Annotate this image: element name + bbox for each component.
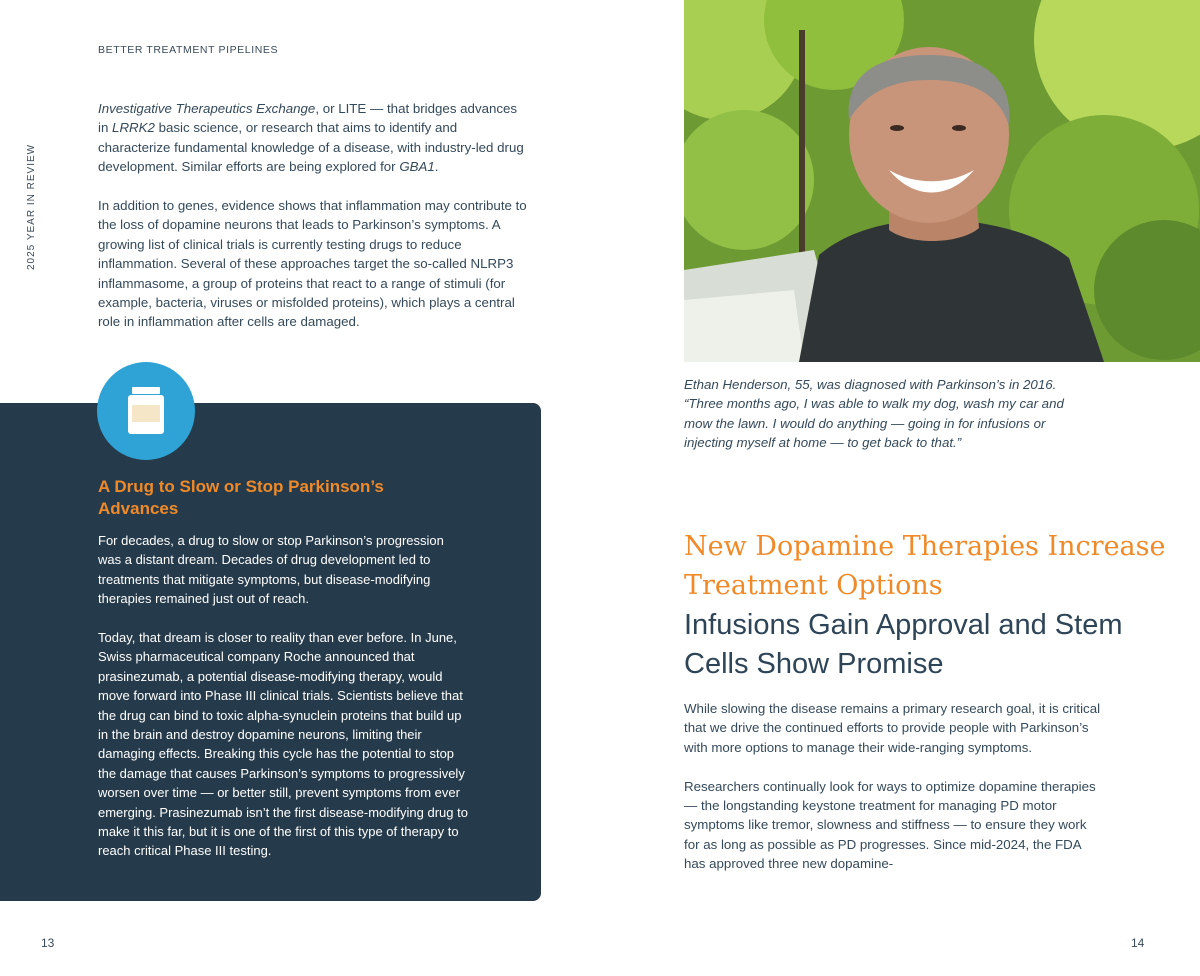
- paragraph: [98, 99, 528, 177]
- medicine-jar-icon: [97, 362, 195, 460]
- running-head: BETTER TREATMENT PIPELINES: [98, 44, 279, 56]
- portrait-photo: [684, 0, 1200, 362]
- paragraph: For decades, a drug to slow or stop Parkinson’s progression was a distant dream. Decades of drug development led to treatments that mitigate symptoms, but disease-modifying therapies remained just out of reach.: [98, 533, 444, 607]
- gene-name: LRRK2: [112, 120, 155, 136]
- photo-illustration: [684, 0, 1200, 362]
- paragraph-text: .: [434, 159, 439, 175]
- side-label: 2025 YEAR IN REVIEW: [26, 143, 37, 270]
- paragraph: Today, that dream is closer to reality than ever before. In June, Swiss pharmaceutical company Roche announced that prasinezumab, a potential disease-modifying therapy, would move forward into Phase III clinical trials. Scientists believe that the drug can bind to toxic alpha-synuclein proteins that build up in the brain and destroy dopamine neurons, limiting their damaging effects. Breaking this cycle has the potential to stop the damage that causes Parkinson’s symptoms to progressively worsen over time — or better still, prevent symptoms from ever emerging. Prasinezumab isn’t the first disease-modifying drug to make it this far, but it is one of the first of this type of therapy to reach critical Phase III testing.: [98, 630, 468, 859]
- photo-caption: Ethan Henderson, 55, was diagnosed with Parkinson’s in 2016. “Three months ago, I was able to walk my dog, wash my car and mow the lawn. I would do anything — going in for infusions or injecting myself at home — to get back to that.”: [684, 377, 1064, 451]
- page-number: 14: [1131, 936, 1145, 950]
- gene-name: GBA1: [399, 159, 435, 175]
- jar-label: [132, 405, 160, 422]
- right-column-text: [684, 699, 1104, 893]
- paragraph-text: , or LITE — that bridges advances in: [98, 101, 518, 136]
- panel-title: A Drug to Slow or Stop Parkinson’s Advances: [98, 477, 384, 518]
- panel-text: [98, 531, 468, 880]
- paragraph: Researchers continually look for ways to optimize dopamine therapies — the longstanding keystone treatment for managing PD motor symptoms like tremor, slowness and stiffness — to ensure they work for as long as possible as PD progresses. Since mid-2024, the FDA has approved three new dopamine-: [684, 778, 1096, 872]
- page-number: 13: [41, 936, 55, 950]
- section-headline: New Dopamine Therapies Increase Treatment Options: [684, 531, 1166, 601]
- paragraph-text: basic science, or research that aims to identify and characterize fundamental knowledge of a disease, with industry-led drug development. Similar efforts are being explored for: [98, 120, 524, 175]
- italic-term: Investigative Therapeutics Exchange: [98, 101, 316, 116]
- paragraph: In addition to genes, evidence shows that inflammation may contribute to the loss of dopamine neurons that leads to Parkinson’s symptoms. A growing list of clinical trials is currently testing drugs to reduce inflammation. Several of these approaches target the so-called NLRP3 inflammasome, a group of proteins that react to a range of stimuli (for example, bacteria, viruses or misfolded proteins), which plays a central role in inflammation after cells are damaged.: [98, 198, 527, 330]
- paragraph: While slowing the disease remains a primary research goal, it is critical that we drive the continued efforts to provide people with Parkinson’s with more options to manage their wide-ranging symptoms.: [684, 701, 1101, 755]
- jar-lid: [132, 387, 160, 394]
- section-subhead: Infusions Gain Approval and Stem Cells Show Promise: [684, 609, 1123, 680]
- left-column-text: [98, 99, 528, 351]
